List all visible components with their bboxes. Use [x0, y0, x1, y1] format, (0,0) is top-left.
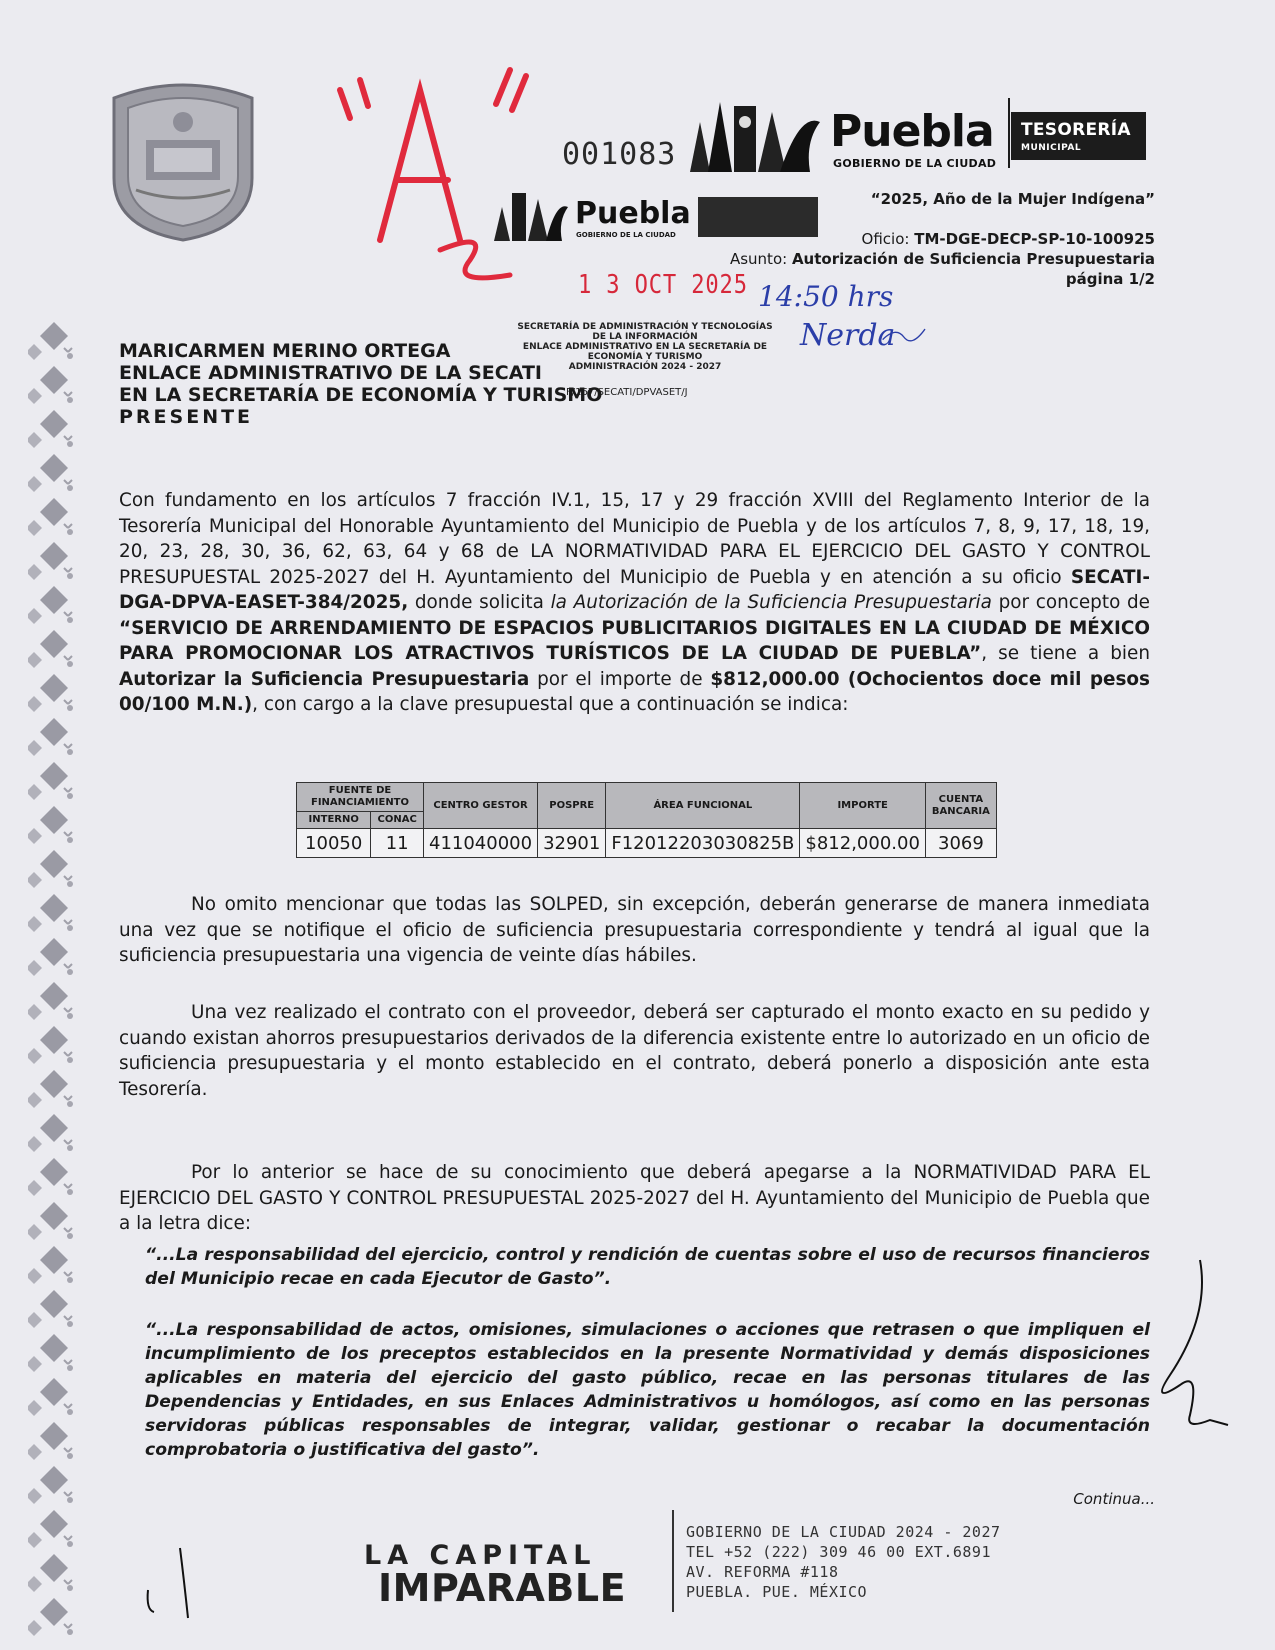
reception-date-stamp: 1 3 OCT 2025	[578, 270, 748, 300]
continued-note: Continua...	[1073, 1490, 1155, 1508]
logo-subtitle: GOBIERNO DE LA CIUDAD	[833, 157, 997, 170]
treasury-title: TESORERÍA	[1021, 120, 1131, 140]
paragraph-contract: Una vez realizado el contrato con el proveedor, deberá ser capturado el monto exacto en su pedido y cuando existan ahorros presupuestarios derivados de la diferencia existente entre lo autorizado en un oficio de suficiencia presupuestaria y el monto establecido en el contrato, deberá ponerlo a disposición ante esta Tesorería.	[119, 1002, 1150, 1100]
th-fuente: FUENTE DE FINANCIAMIENTO	[297, 783, 424, 812]
puebla-logo-wordmark: Puebla	[830, 106, 994, 157]
footer-contact-info	[686, 1522, 1001, 1602]
quote-responsibility-2: “...La responsabilidad de actos, omisiones, simulaciones o acciones que retrasen o que impliquen el incumplimiento de los preceptos establecidos en la presente Normatividad y demás disposiciones aplicables en materia del ejercicio del gasto público, recae en las personas titulares de las Dependencias y Entidades, en sus Enlaces Administrativos u homólogos, así como en las personas servidoras públicas responsables de integrar, validar, gestionar o recabar la documentación comprobatoria o justificativa del gasto”.	[145, 1320, 1150, 1460]
small-puebla-wordmark: Puebla	[575, 196, 691, 231]
small-logo-subtitle: GOBIERNO DE LA CIUDAD	[576, 231, 676, 239]
addressee-position-1: ENLACE ADMINISTRATIVO DE LA SECATI	[119, 362, 542, 384]
th-area-funcional: ÁREA FUNCIONAL	[606, 783, 800, 829]
addressee-name: MARICARMEN MERINO ORTEGA	[119, 340, 451, 362]
year-slogan: “2025, Año de la Mujer Indígena”	[870, 190, 1155, 208]
oficio-value: TM-DGE-DECP-SP-10-100925	[914, 230, 1155, 248]
th-importe: IMPORTE	[800, 783, 926, 829]
red-handwritten-a-mark	[320, 50, 560, 290]
p1-italic: la Autorización de la Suficiencia Presupuestaria	[550, 592, 992, 613]
p1-text: por concepto de	[991, 592, 1150, 613]
p1-text: , con cargo a la clave presupuestal que a continuación se indica:	[252, 694, 849, 715]
paragraph-authorization	[119, 488, 1150, 718]
footer-slogan-bottom: IMPARABLE	[378, 1566, 627, 1610]
asunto-line	[730, 250, 1155, 268]
p1-concept: “SERVICIO DE ARRENDAMIENTO DE ESPACIOS PUBLICITARIOS DIGITALES EN LA CIUDAD DE MÉXICO PARA PROMOCIONAR LOS ATRACTIVOS TURÍSTICOS DE LA CIUDAD DE PUEBLA”	[119, 617, 1150, 664]
cell-conac: 11	[371, 829, 424, 858]
municipal-seal-icon	[106, 78, 260, 242]
cell-centro-gestor: 411040000	[424, 829, 538, 858]
logo-divider	[1008, 98, 1010, 168]
p1-authorize: Autorizar la Suficiencia Presupuestaria	[119, 668, 530, 690]
small-logo-dark-box	[698, 197, 818, 237]
footer-slogan-top: LA CAPITAL	[364, 1540, 597, 1571]
blue-signature-flourish	[880, 312, 970, 362]
paragraph-normativity: Por lo anterior se hace de su conocimiento que deberá apegarse a la NORMATIVIDAD PARA EL EJERCICIO DEL GASTO Y CONTROL PRESUPUESTAL 2025-2027 del H. Ayuntamiento del Municipio de Puebla que a la letra dice:	[119, 1162, 1150, 1234]
cell-interno: 10050	[297, 829, 371, 858]
addressee-block	[119, 340, 602, 428]
footer-info-line: PUEBLA. PUE. MÉXICO	[686, 1583, 868, 1601]
reception-line: DE LA INFORMACIÓN	[592, 332, 698, 342]
small-puebla-emblem-icon	[490, 185, 570, 241]
th-centro-gestor: CENTRO GESTOR	[424, 783, 538, 829]
th-pospre: POSPRE	[538, 783, 606, 829]
footer-info-line: AV. REFORMA #118	[686, 1563, 839, 1581]
handwritten-receiver-name: Nerda	[800, 318, 896, 353]
handwritten-time: 14:50 hrs	[758, 280, 894, 313]
th-cuenta-bancaria: CUENTA BANCARIA	[925, 783, 996, 829]
cell-importe: $812,000.00	[800, 829, 926, 858]
p1-text: donde solicita	[408, 592, 551, 613]
cell-cuenta-bancaria: 3069	[925, 829, 996, 858]
asunto-value: Autorización de Suficiencia Presupuestaria	[791, 250, 1155, 268]
puebla-city-emblem-icon	[680, 92, 825, 174]
p1-text: por el importe de	[529, 668, 711, 690]
margin-signature	[1130, 1255, 1230, 1435]
reception-line: ENLACE ADMINISTRATIVO EN LA SECRETARÍA DE	[522, 342, 768, 352]
p1-text: , se tiene a bien	[981, 643, 1151, 664]
th-interno: INTERNO	[297, 812, 371, 829]
table-row	[297, 829, 997, 858]
p1-text: Con fundamento en los artículos 7 fracción IV.1, 15, 17 y 29 fracción XVIII del Reglamento Interior de la Tesorería Municipal del Honorable Ayuntamiento del Municipio de Puebla y de los artículos 7, 8, 9, 17, 18, 19, 20, 23, 28, 30, 36, 62, 63, 64 y 68 de LA NORMATIVIDAD PARA EL EJERCICIO DEL GASTO Y CONTROL PRESUPUESTAL 2025-2027 del H. Ayuntamiento del Municipio de Puebla y en atención a su oficio	[119, 490, 1150, 588]
footer-initials-signature	[140, 1540, 220, 1620]
footer-info-line: GOBIERNO DE LA CIUDAD 2024 - 2027	[686, 1523, 1001, 1541]
th-conac: CONAC	[371, 812, 424, 829]
reception-line: ADMINISTRACIÓN 2024 - 2027	[568, 362, 722, 372]
decorative-border-pattern	[28, 320, 80, 1640]
oficio-label: Oficio:	[861, 230, 910, 248]
treasury-badge	[1011, 112, 1146, 160]
reception-line: ECONOMÍA Y TURISMO	[587, 352, 703, 362]
reception-line: SECRETARÍA DE ADMINISTRACIÓN Y TECNOLOGÍAS	[517, 322, 773, 332]
page-number: página 1/2	[1065, 270, 1155, 288]
footer-info-line: TEL +52 (222) 309 46 00 EXT.6891	[686, 1543, 991, 1561]
p1-amount: $812,000.00 (Ochocientos doce mil pesos 00/100 M.N.)	[119, 668, 1151, 715]
asunto-label: Asunto:	[729, 250, 788, 268]
p1-oficio-ref: SECATI-DGA-DPVA-EASET-384/2025,	[119, 566, 1150, 613]
addressee-greeting: PRESENTE	[119, 406, 254, 428]
addressee-position-2: EN LA SECRETARÍA DE ECONOMÍA Y TURISMO	[119, 384, 603, 406]
cell-pospre: 32901	[538, 829, 606, 858]
reception-reference: F/167/SECATI/DPVASET/J	[566, 387, 688, 398]
folio-number: 001083	[562, 137, 677, 172]
budget-key-table	[296, 782, 997, 858]
cell-area-funcional: F12012203030825B	[606, 829, 800, 858]
quote-responsibility-1: “...La responsabilidad del ejercicio, control y rendición de cuentas sobre el uso de recursos financieros del Municipio recae en cada Ejecutor de Gasto”.	[145, 1245, 1150, 1289]
paragraph-solped: No omito mencionar que todas las SOLPED, sin excepción, deberán generarse de manera inmediata una vez que se notifique el oficio de suficiencia presupuestaria correspondiente y tendrá al igual que la suficiencia presupuestaria una vigencia de veinte días hábiles.	[119, 894, 1150, 966]
treasury-subtitle: MUNICIPAL	[1021, 143, 1082, 153]
oficio-line	[862, 230, 1155, 248]
footer-divider	[672, 1510, 674, 1612]
